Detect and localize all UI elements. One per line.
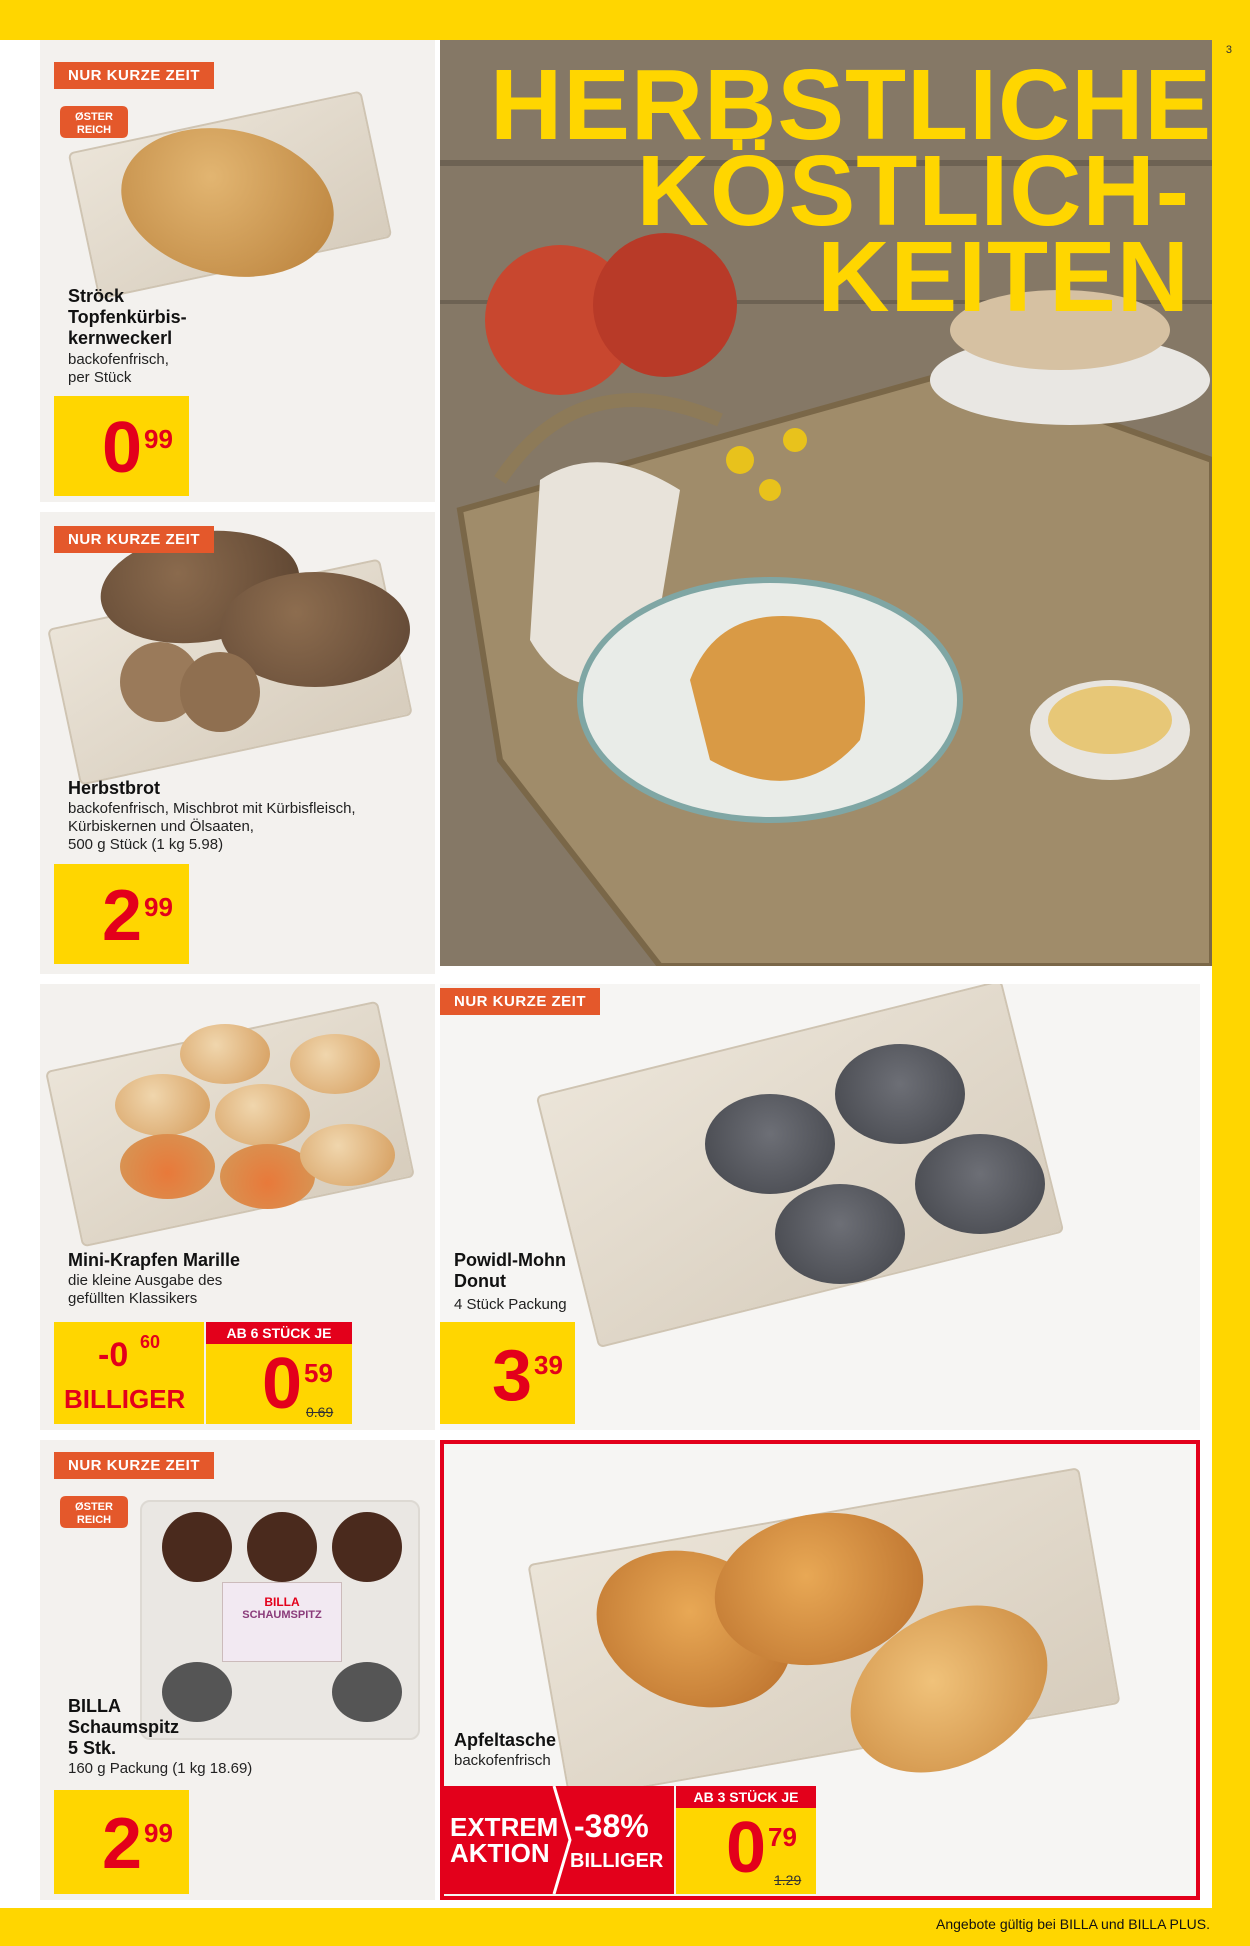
krapfen-image: [290, 1034, 380, 1094]
donut-image: [835, 1044, 965, 1144]
discount-amount: -0: [98, 1336, 129, 1374]
product-title: Mini-Krapfen Marille: [68, 1250, 241, 1270]
packaging-image: [140, 1500, 420, 1740]
extrem-line-1: EXTREM: [450, 1812, 559, 1842]
price-cents: 79: [768, 1822, 797, 1852]
product-title: [454, 1250, 566, 1292]
product-description: [68, 800, 356, 854]
bread-slice-image: [180, 652, 260, 732]
desc-line-2: gefüllten Klassikers: [68, 1290, 198, 1307]
price-cents: 99: [144, 424, 173, 454]
hero-title-line-2: KÖSTLICH-: [636, 135, 1190, 247]
extrem-label: [450, 1814, 558, 1866]
krapfen-image: [115, 1074, 210, 1136]
title-line-3: 5 Stk.: [68, 1738, 117, 1758]
schaumspitz-image: [332, 1662, 402, 1722]
oesterreich-logo: [58, 100, 130, 144]
price-cents: 39: [534, 1350, 563, 1380]
price-int: 0: [726, 1808, 765, 1888]
title-line-2: Donut: [454, 1271, 506, 1291]
price-int: 2: [102, 1804, 141, 1884]
desc-line-3: 500 g Stück (1 kg 5.98): [68, 836, 224, 853]
price-box: [206, 1322, 352, 1424]
oesterreich-logo: [58, 1490, 130, 1534]
price-int: 2: [102, 876, 141, 956]
krapfen-image: [180, 1024, 270, 1084]
price-box: [440, 1322, 575, 1424]
unit-badge: AB 3 STÜCK JE: [676, 1786, 816, 1808]
donut-image: [705, 1094, 835, 1194]
extrem-line-2: AKTION: [450, 1838, 550, 1868]
package-label: [222, 1582, 342, 1662]
product-description: [68, 351, 169, 387]
donut-image: [915, 1134, 1045, 1234]
price-cents: 59: [304, 1358, 333, 1388]
hero-title: [490, 49, 1213, 333]
title-line-2: Topfenkürbis-: [68, 307, 187, 327]
title-line-2: Schaumspitz: [68, 1717, 180, 1737]
logo-text-1: ØSTER: [75, 1501, 113, 1513]
logo-text-2: REICH: [76, 1514, 112, 1526]
price-box: [54, 396, 189, 496]
krapfen-image: [120, 1134, 215, 1199]
tag-nur-kurze-zeit: NUR KURZE ZEIT: [54, 526, 214, 553]
title-line-1: BILLA: [68, 1696, 121, 1716]
krapfen-image: [215, 1084, 310, 1146]
price-cents: 99: [144, 892, 173, 922]
price-cents: 99: [144, 1818, 173, 1848]
product-title: [68, 1696, 179, 1759]
product-title: Herbstbrot: [68, 778, 161, 798]
extrem-aktion-box: [444, 1786, 674, 1894]
discount-box: [54, 1322, 204, 1424]
product-title: [68, 286, 187, 349]
title-line-1: Ströck: [68, 286, 125, 306]
product-description: [68, 1272, 222, 1308]
price-int: 0: [102, 408, 141, 488]
discount-percent: -38%: [574, 1808, 649, 1844]
price-int: 3: [492, 1336, 531, 1416]
schaumspitz-image: [332, 1512, 402, 1582]
hero-title-line-3: KEITEN: [817, 221, 1190, 333]
logo-text-1: ØSTER: [75, 111, 113, 123]
donut-image: [775, 1184, 905, 1284]
hero-title-line-1: HERBSTLICHE: [490, 49, 1213, 161]
package-brand: BILLA: [264, 1595, 300, 1609]
product-description: 160 g Packung (1 kg 18.69): [68, 1760, 253, 1777]
schaumspitz-image: [162, 1512, 232, 1582]
discount-cents: 60: [140, 1332, 161, 1352]
schaumspitz-image: [247, 1512, 317, 1582]
desc-line-1: backofenfrisch,: [68, 351, 169, 368]
price-box: [54, 1790, 189, 1894]
tag-nur-kurze-zeit: NUR KURZE ZEIT: [54, 62, 214, 89]
product-title: Apfeltasche: [454, 1730, 557, 1750]
price-int: 0: [262, 1344, 301, 1424]
product-description: 4 Stück Packung: [454, 1296, 567, 1313]
footer-note: Angebote gültig bei BILLA und BILLA PLUS.: [936, 1916, 1210, 1932]
title-line-3: kernweckerl: [68, 328, 173, 348]
desc-line-2: Kürbiskernen und Ölsaaten,: [68, 818, 254, 835]
discount-label: BILLIGER: [64, 1384, 186, 1414]
tag-nur-kurze-zeit: NUR KURZE ZEIT: [54, 1452, 214, 1479]
title-line-1: Powidl-Mohn: [454, 1250, 566, 1270]
old-price: 1.29: [774, 1872, 802, 1888]
price-box: [54, 864, 189, 964]
desc-line-1: backofenfrisch, Mischbrot mit Kürbisfleisch,: [68, 800, 356, 817]
desc-line-2: per Stück: [68, 369, 132, 386]
desc-line-1: die kleine Ausgabe des: [68, 1272, 223, 1289]
product-description: backofenfrisch: [454, 1752, 551, 1769]
krapfen-image: [300, 1124, 395, 1186]
package-name: SCHAUMSPITZ: [242, 1609, 322, 1621]
discount-label: BILLIGER: [570, 1850, 664, 1872]
unit-badge: AB 6 STÜCK JE: [206, 1322, 352, 1344]
logo-text-2: REICH: [76, 124, 112, 136]
arrow-divider: [552, 1786, 572, 1894]
tag-nur-kurze-zeit: NUR KURZE ZEIT: [440, 988, 600, 1015]
price-box: [676, 1786, 816, 1894]
old-price: 0.69: [306, 1404, 334, 1420]
page-number: 3: [1225, 44, 1232, 56]
